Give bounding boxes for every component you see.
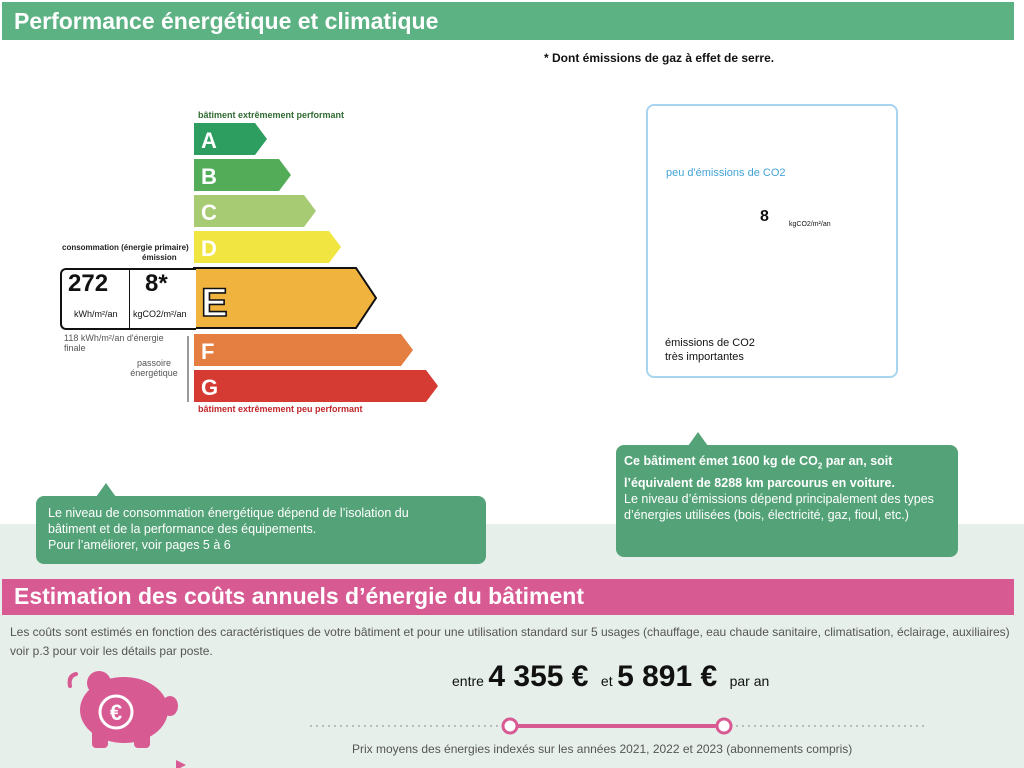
range-low-marker bbox=[503, 719, 517, 733]
dpe-class-d-letter: D bbox=[201, 236, 217, 261]
range-high: 5 891 € bbox=[617, 660, 718, 693]
dpe-class-d bbox=[194, 231, 341, 263]
dpe-class-f-letter: F bbox=[201, 339, 215, 364]
euro-symbol: € bbox=[109, 700, 123, 725]
co2-value: 8 bbox=[760, 208, 769, 225]
callout-left-line2: bâtiment et de la performance des équipements. bbox=[48, 522, 317, 536]
dpe-class-a-letter: A bbox=[201, 128, 217, 153]
co2-unit: kgCO2/m²/an bbox=[789, 221, 831, 228]
callout-right-bold2: l’équivalent de 8288 km parcourus en voiture. bbox=[624, 475, 895, 490]
callout-left-line3: Pour l’améliorer, voir pages 5 à 6 bbox=[48, 538, 231, 552]
dpe-class-g-letter: G bbox=[201, 375, 219, 400]
section-title-costs: Estimation des coûts annuels d’énergie du bâtiment bbox=[14, 583, 584, 609]
dpe-class-b-letter: B bbox=[201, 164, 217, 189]
emission-value: 8* bbox=[145, 270, 168, 297]
callout-right-bold1-text: Ce bâtiment émet 1600 kg de CO bbox=[624, 454, 818, 468]
dpe-class-c bbox=[194, 195, 316, 227]
callout-right-bold1 bbox=[624, 453, 950, 475]
range-prefix: entre bbox=[452, 673, 484, 689]
range-low: 4 355 € bbox=[488, 660, 589, 693]
piggy-bank-icon bbox=[66, 668, 178, 750]
callout-right-bold1-end: par an, soit bbox=[822, 454, 893, 468]
passoire-label: passoire énergétique bbox=[130, 358, 178, 378]
passoire-line bbox=[187, 336, 189, 402]
section-header-costs bbox=[2, 579, 1014, 615]
dpe-class-b bbox=[194, 159, 291, 191]
dpe-class-g bbox=[194, 370, 438, 402]
final-energy-label: 118 kWh/m²/an d'énergie finale bbox=[64, 333, 164, 353]
cost-range bbox=[452, 660, 769, 694]
footnote: * Dont émissions de gaz à effet de serre. bbox=[544, 51, 775, 65]
emission-label: émission bbox=[142, 253, 177, 262]
dpe-class-e-letter: E bbox=[201, 281, 228, 325]
range-mid: et bbox=[600, 673, 613, 689]
emission-unit: kgCO2/m²/an bbox=[133, 309, 187, 319]
indicator-divider bbox=[129, 270, 130, 328]
callout-right-subscript: 2 bbox=[817, 461, 823, 471]
dpe-class-a bbox=[194, 123, 267, 155]
cost-description: Les coûts sont estimés en fonction des caractéristiques de votre bâtiment et pour une utilisation standard sur 5 usages (chauffage, eau chaude sanitaire, climatisation, éclairage, auxiliaires) voir p.3 pour voir les détails par poste. bbox=[10, 625, 1010, 658]
consumption-unit: kWh/m²/an bbox=[74, 309, 118, 319]
worst-performance-label: bâtiment extrêmement peu performant bbox=[198, 404, 363, 414]
best-performance-label: bâtiment extrêmement performant bbox=[198, 110, 345, 120]
callout-right-text: Le niveau d’émissions dépend principalement des types d’énergies utilisées (bois, électricité, gaz, fioul, etc.) bbox=[624, 491, 934, 522]
range-suffix: par an bbox=[729, 673, 770, 689]
consumption-value: 272 bbox=[68, 270, 109, 297]
callout-right-pointer bbox=[688, 432, 708, 446]
co2-low-label: peu d'émissions de CO2 bbox=[666, 167, 786, 179]
section-title: Performance énergétique et climatique bbox=[14, 8, 439, 34]
consumption-label: consommation (énergie primaire) bbox=[62, 243, 189, 252]
callout-left-pointer bbox=[96, 483, 116, 497]
dpe-class-f bbox=[194, 334, 413, 366]
pink-arrow-marker bbox=[176, 760, 186, 768]
dpe-class-c-letter: C bbox=[201, 200, 217, 225]
callout-consumption bbox=[36, 496, 486, 564]
range-note: Prix moyens des énergies indexés sur les années 2021, 2022 et 2023 (abonnements compris) bbox=[352, 742, 853, 756]
range-high-marker bbox=[717, 719, 731, 733]
callout-emissions bbox=[616, 445, 958, 557]
callout-left-line1: Le niveau de consommation énergétique dépend de l’isolation du bbox=[48, 506, 409, 520]
dpe-class-e-current bbox=[194, 268, 376, 328]
cost-range-slider bbox=[300, 712, 940, 740]
co2-high-label: émissions de CO2 très importantes bbox=[665, 337, 755, 363]
